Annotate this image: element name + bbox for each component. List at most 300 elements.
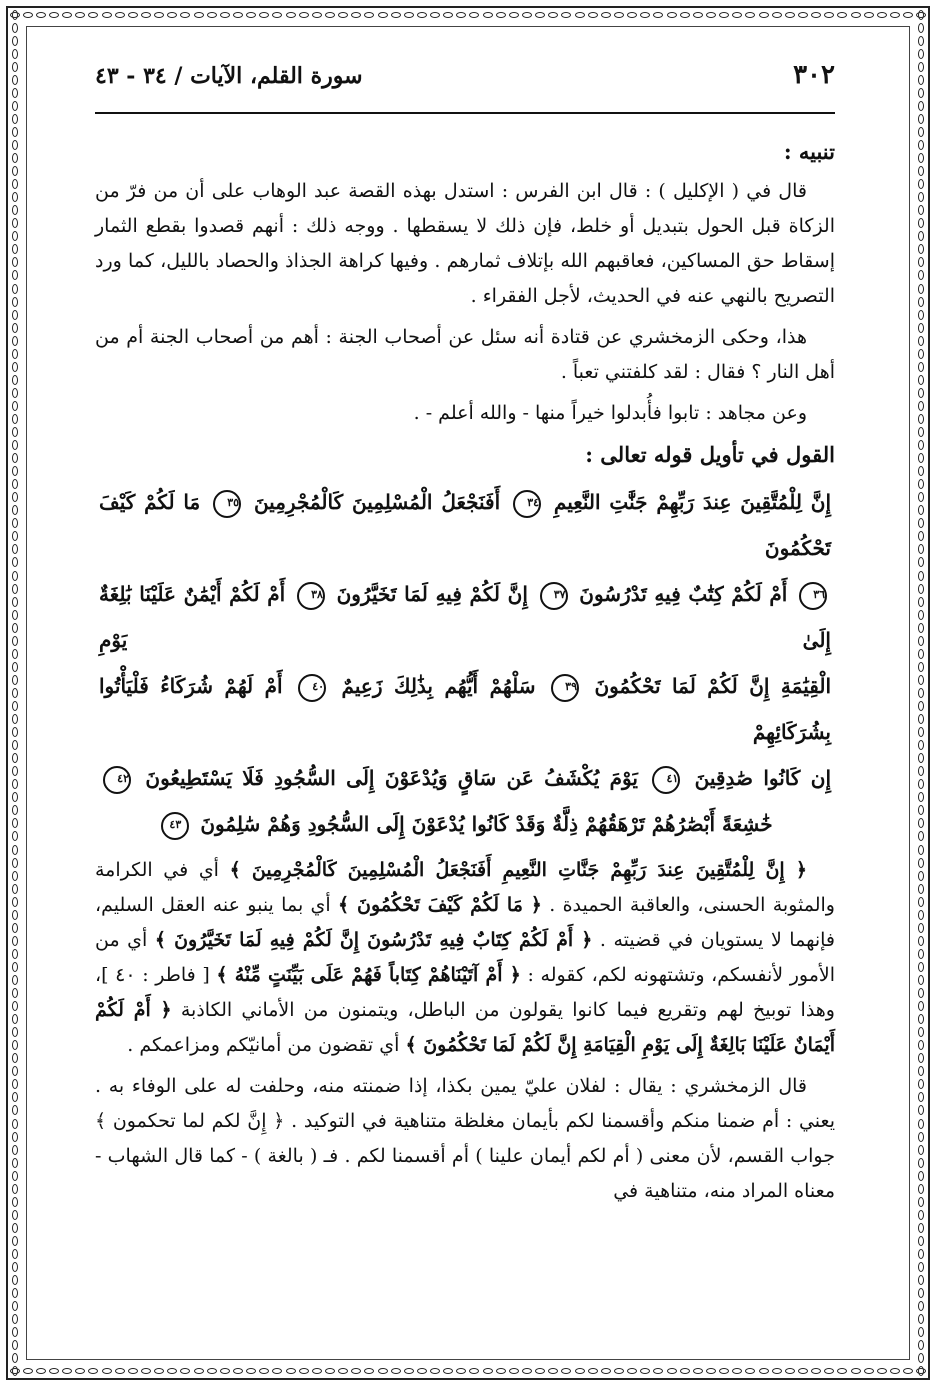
border-chain-link <box>194 12 204 18</box>
border-chain-link <box>918 1132 924 1142</box>
border-chain-link <box>918 310 924 320</box>
border-chain-link <box>918 427 924 437</box>
border-chain-link <box>798 12 808 18</box>
border-chain-link <box>12 649 18 659</box>
border-chain-link <box>918 1027 924 1037</box>
commentary-text: أي من الأمور لأنفسكم، وتشتهونه لكم، كقوله : <box>95 929 835 986</box>
border-chain-link <box>918 610 924 620</box>
border-chain-link <box>918 336 924 346</box>
border-bottom-chain <box>8 1364 928 1378</box>
border-chain-link <box>351 12 361 18</box>
border-chain-link <box>653 12 663 18</box>
border-chain-link <box>918 479 924 489</box>
border-chain-link <box>12 1353 18 1363</box>
border-chain-link <box>12 779 18 789</box>
border-chain-link <box>918 1223 924 1233</box>
border-chain-link <box>614 12 624 18</box>
border-chain-link <box>918 805 924 815</box>
border-chain-link <box>588 12 598 18</box>
border-chain-link <box>548 1368 558 1374</box>
border-chain-link <box>522 1368 532 1374</box>
border-chain-link <box>36 1368 46 1374</box>
border-chain-link <box>12 1223 18 1233</box>
border-chain-link <box>918 140 924 150</box>
border-chain-link <box>918 1327 924 1337</box>
verse-line-4 <box>99 755 831 801</box>
border-chain-link <box>575 1368 585 1374</box>
commentary-text: أي تقضون من أمانيّكم ومزاعمكم . <box>127 1034 406 1056</box>
border-chain-link <box>12 244 18 254</box>
border-chain-link <box>194 1368 204 1374</box>
border-chain-link <box>12 544 18 554</box>
border-chain-link <box>12 140 18 150</box>
book-page <box>95 60 835 1215</box>
verse-number-marker: ٣٥ <box>213 490 241 518</box>
border-chain-link <box>918 1066 924 1076</box>
border-chain-link <box>272 1368 282 1374</box>
border-chain-link <box>49 12 59 18</box>
border-chain-link <box>918 75 924 85</box>
quoted-verse: ﴿ إِنَّ لِلْمُتَّقِينَ عِندَ رَبِّهِمْ جَنَّاتِ النَّعِيمِ أَفَنَجْعَلُ الْمُسْلِمِينَ كَالْمُجْرِمِينَ ﴾ <box>229 859 808 881</box>
border-chain-link <box>12 1197 18 1207</box>
border-chain-link <box>12 1275 18 1285</box>
border-chain-link <box>12 884 18 894</box>
quoted-verse: ﴿ أَمْ لَكُمْ أَيْمَانٌ عَلَيْنَا بَالِغَةٌ إِلَى يَوْمِ الْقِيَامَةِ إِنَّ لَكُمْ لَمَا تَحْكُمُونَ ﴾ <box>95 999 835 1056</box>
border-chain-link <box>456 1368 466 1374</box>
border-chain-link <box>312 1368 322 1374</box>
border-chain-link <box>12 1040 18 1050</box>
border-chain-link <box>918 440 924 450</box>
border-chain-link <box>535 12 545 18</box>
border-chain-link <box>918 284 924 294</box>
border-chain-link <box>154 1368 164 1374</box>
border-chain-link <box>561 12 571 18</box>
border-chain-link <box>12 218 18 228</box>
border-chain-link <box>23 1368 33 1374</box>
border-chain-link <box>12 1327 18 1337</box>
border-chain-link <box>12 584 18 594</box>
border-chain-link <box>12 36 18 46</box>
border-chain-link <box>12 518 18 528</box>
border-chain-link <box>12 505 18 515</box>
border-chain-link <box>12 571 18 581</box>
border-chain-link <box>918 505 924 515</box>
border-chain-link <box>918 1092 924 1102</box>
border-chain-link <box>12 531 18 541</box>
border-chain-link <box>167 12 177 18</box>
border-chain-link <box>12 597 18 607</box>
border-chain-link <box>483 1368 493 1374</box>
quran-verses <box>95 479 835 847</box>
border-chain-link <box>12 62 18 72</box>
border-chain-link <box>918 858 924 868</box>
border-chain-link <box>391 12 401 18</box>
border-chain-link <box>890 12 900 18</box>
border-chain-link <box>246 1368 256 1374</box>
running-head: سورة القلم، الآيات / ٣٤ - ٤٣ <box>95 63 363 89</box>
border-chain-link <box>918 1001 924 1011</box>
border-chain-link <box>918 597 924 607</box>
border-chain-link <box>12 1314 18 1324</box>
border-chain-link <box>496 1368 506 1374</box>
border-chain-link <box>286 12 296 18</box>
border-chain-link <box>12 923 18 933</box>
border-chain-link <box>12 153 18 163</box>
border-chain-link <box>23 12 33 18</box>
border-chain-link <box>364 1368 374 1374</box>
border-chain-link <box>918 910 924 920</box>
border-chain-link <box>12 101 18 111</box>
border-chain-link <box>667 12 677 18</box>
border-chain-link <box>877 12 887 18</box>
border-chain-link <box>918 375 924 385</box>
border-chain-link <box>918 936 924 946</box>
border-chain-link <box>918 557 924 567</box>
border-chain-link <box>430 12 440 18</box>
border-chain-link <box>12 75 18 85</box>
border-chain-link <box>167 1368 177 1374</box>
border-chain-link <box>12 623 18 633</box>
border-chain-link <box>88 1368 98 1374</box>
border-chain-link <box>12 753 18 763</box>
border-chain-link <box>785 12 795 18</box>
border-chain-link <box>640 1368 650 1374</box>
border-chain-link <box>918 231 924 241</box>
border-chain-link <box>12 949 18 959</box>
border-chain-link <box>918 257 924 267</box>
border-chain-link <box>12 1105 18 1115</box>
border-chain-link <box>207 12 217 18</box>
page-number: ٣٠٢ <box>793 60 835 90</box>
border-chain-link <box>918 466 924 476</box>
border-chain-link <box>102 12 112 18</box>
border-chain-link <box>62 12 72 18</box>
border-chain-link <box>469 12 479 18</box>
verse-line-3 <box>99 663 831 755</box>
border-chain-link <box>12 336 18 346</box>
border-chain-link <box>286 1368 296 1374</box>
border-chain-link <box>12 1053 18 1063</box>
border-chain-link <box>918 153 924 163</box>
border-chain-link <box>918 1366 924 1376</box>
border-chain-link <box>918 623 924 633</box>
border-chain-link <box>12 284 18 294</box>
verse-line-5 <box>99 801 831 847</box>
border-chain-link <box>272 12 282 18</box>
border-chain-link <box>548 12 558 18</box>
border-chain-link <box>12 662 18 672</box>
border-chain-link <box>759 12 769 18</box>
border-chain-link <box>918 1171 924 1181</box>
tafsir-paragraph-1 <box>95 853 835 1063</box>
border-chain-link <box>627 12 637 18</box>
border-chain-link <box>12 1145 18 1155</box>
border-chain-link <box>732 12 742 18</box>
border-chain-link <box>811 1368 821 1374</box>
border-chain-link <box>693 12 703 18</box>
border-chain-link <box>918 492 924 502</box>
border-chain-link <box>12 610 18 620</box>
border-chain-link <box>12 414 18 424</box>
border-chain-link <box>12 701 18 711</box>
verse-number-marker: ٣٨ <box>297 582 325 610</box>
border-chain-link <box>918 884 924 894</box>
verse-number-marker: ٤٢ <box>103 766 131 794</box>
border-chain-link <box>299 1368 309 1374</box>
border-left-chain <box>8 8 22 1378</box>
border-chain-link <box>918 1197 924 1207</box>
border-chain-link <box>246 12 256 18</box>
border-chain-link <box>12 1366 18 1376</box>
border-chain-link <box>456 12 466 18</box>
border-chain-link <box>918 114 924 124</box>
border-chain-link <box>719 1368 729 1374</box>
border-chain-link <box>12 1132 18 1142</box>
border-chain-link <box>12 479 18 489</box>
border-chain-link <box>918 349 924 359</box>
border-chain-link <box>918 88 924 98</box>
border-chain-link <box>12 910 18 920</box>
page-header <box>95 60 835 114</box>
border-chain-link <box>338 12 348 18</box>
border-chain-link <box>918 662 924 672</box>
border-chain-link <box>12 257 18 267</box>
verse-text: إِنَّ لَكُمْ فِيهِ لَمَا تَخَيَّرُونَ <box>336 582 528 606</box>
border-chain-link <box>75 12 85 18</box>
border-chain-link <box>918 649 924 659</box>
border-chain-link <box>824 12 834 18</box>
border-chain-link <box>391 1368 401 1374</box>
border-chain-link <box>483 12 493 18</box>
border-chain-link <box>12 1119 18 1129</box>
border-chain-link <box>918 1158 924 1168</box>
border-chain-link <box>325 1368 335 1374</box>
border-chain-link <box>12 453 18 463</box>
border-chain-link <box>918 218 924 228</box>
border-chain-link <box>918 62 924 72</box>
border-chain-link <box>430 1368 440 1374</box>
border-chain-link <box>12 1236 18 1246</box>
border-chain-link <box>12 375 18 385</box>
verse-text: أَمْ لَهُمْ شُرَكَاءُ فَلْيَأْتُوا بِشُرَكَائِهِمْ <box>99 674 831 744</box>
border-chain-link <box>918 1288 924 1298</box>
border-chain-link <box>918 36 924 46</box>
border-chain-link <box>851 12 861 18</box>
border-chain-link <box>918 701 924 711</box>
border-chain-link <box>469 1368 479 1374</box>
border-chain-link <box>837 1368 847 1374</box>
border-chain-link <box>12 205 18 215</box>
border-chain-link <box>102 1368 112 1374</box>
border-chain-link <box>851 1368 861 1374</box>
border-chain-link <box>12 975 18 985</box>
commentary-text: [ فاطر : ٤٠ ]، وهذا توبيخ لهم وتقريع فيما كانوا يقولون من الباطل، ويتمنون من الأماني الكاذبة <box>95 964 835 1021</box>
border-chain-link <box>12 897 18 907</box>
border-chain-link <box>627 1368 637 1374</box>
border-chain-link <box>12 10 18 20</box>
border-chain-link <box>351 1368 361 1374</box>
border-chain-link <box>12 1158 18 1168</box>
border-chain-link <box>890 1368 900 1374</box>
border-chain-link <box>918 923 924 933</box>
border-chain-link <box>378 1368 388 1374</box>
border-chain-link <box>12 323 18 333</box>
border-chain-link <box>12 49 18 59</box>
border-chain-link <box>12 440 18 450</box>
border-chain-link <box>12 871 18 881</box>
border-chain-link <box>417 12 427 18</box>
verse-number-marker: ٤٣ <box>161 812 189 840</box>
verse-number-marker: ٣٤ <box>513 490 541 518</box>
quoted-verse: ﴿ أَمْ لَكُمْ كِتَابٌ فِيهِ تَدْرُسُونَ إِنَّ لَكُمْ فِيهِ لَمَا تَخَيَّرُونَ ﴾ <box>154 929 593 951</box>
border-chain-link <box>918 323 924 333</box>
border-chain-link <box>918 23 924 33</box>
border-chain-link <box>12 962 18 972</box>
border-chain-link <box>12 792 18 802</box>
border-chain-link <box>561 1368 571 1374</box>
border-chain-link <box>62 1368 72 1374</box>
border-chain-link <box>12 714 18 724</box>
quoted-verse: ﴿ مَا لَكُمْ كَيْفَ تَحْكُمُونَ ﴾ <box>338 894 542 916</box>
border-chain-link <box>745 1368 755 1374</box>
border-chain-link <box>877 1368 887 1374</box>
verse-text: سَلْهُمْ أَيُّهُم بِذَٰلِكَ زَعِيمٌ <box>341 674 536 698</box>
verse-text: الْقِيَٰمَةِ إِنَّ لَكُمْ لَمَا تَحْكُمُونَ <box>594 674 832 698</box>
verse-number-marker: ٣٩ <box>551 674 579 702</box>
commentary-text: أي في الكرامة والمثوبة الحسنى، والعاقبة الحميدة . <box>95 859 835 916</box>
border-chain-link <box>12 740 18 750</box>
border-chain-link <box>12 675 18 685</box>
border-chain-link <box>75 1368 85 1374</box>
border-chain-link <box>918 1314 924 1324</box>
border-chain-link <box>601 12 611 18</box>
border-chain-link <box>918 388 924 398</box>
border-chain-link <box>918 1353 924 1363</box>
border-chain-link <box>918 571 924 581</box>
border-chain-link <box>693 1368 703 1374</box>
border-chain-link <box>12 88 18 98</box>
border-chain-link <box>12 636 18 646</box>
border-chain-link <box>12 179 18 189</box>
border-chain-link <box>12 1288 18 1298</box>
border-chain-link <box>918 101 924 111</box>
border-chain-link <box>918 636 924 646</box>
verse-text: إِنَّ لِلْمُتَّقِينَ عِندَ رَبِّهِمْ جَنَّٰتِ النَّعِيمِ <box>553 490 832 514</box>
border-chain-link <box>141 12 151 18</box>
border-chain-link <box>903 1368 913 1374</box>
border-top-chain <box>8 8 928 22</box>
border-chain-link <box>12 936 18 946</box>
border-chain-link <box>918 401 924 411</box>
border-chain-link <box>918 831 924 841</box>
verse-number-marker: ٣٧ <box>540 582 568 610</box>
section-heading: القول في تأويل قوله تعالى : <box>585 442 835 467</box>
border-chain-link <box>36 12 46 18</box>
border-chain-link <box>299 12 309 18</box>
border-chain-link <box>325 12 335 18</box>
border-chain-link <box>12 1066 18 1076</box>
border-chain-link <box>918 753 924 763</box>
border-chain-link <box>680 1368 690 1374</box>
border-chain-link <box>918 779 924 789</box>
border-chain-link <box>588 1368 598 1374</box>
border-chain-link <box>378 12 388 18</box>
border-chain-link <box>259 12 269 18</box>
border-chain-link <box>12 1249 18 1259</box>
border-chain-link <box>12 1079 18 1089</box>
border-chain-link <box>601 1368 611 1374</box>
border-chain-link <box>233 1368 243 1374</box>
border-chain-link <box>12 427 18 437</box>
border-chain-link <box>154 12 164 18</box>
border-chain-link <box>918 714 924 724</box>
border-chain-link <box>12 766 18 776</box>
border-chain-link <box>918 518 924 528</box>
border-chain-link <box>12 1262 18 1272</box>
border-chain-link <box>522 12 532 18</box>
border-chain-link <box>128 1368 138 1374</box>
border-chain-link <box>918 1340 924 1350</box>
border-chain-link <box>918 1053 924 1063</box>
border-chain-link <box>918 192 924 202</box>
border-chain-link <box>364 12 374 18</box>
border-chain-link <box>12 310 18 320</box>
border-chain-link <box>918 1014 924 1024</box>
commentary-text: أي بما ينبو عنه العقل السليم، فإنهما لا يستويان في قضيته . <box>95 894 836 951</box>
border-chain-link <box>918 975 924 985</box>
border-chain-link <box>12 988 18 998</box>
border-chain-link <box>404 12 414 18</box>
border-chain-link <box>680 12 690 18</box>
border-chain-link <box>12 805 18 815</box>
border-chain-link <box>918 205 924 215</box>
border-chain-link <box>12 1340 18 1350</box>
border-chain-link <box>496 12 506 18</box>
notice-paragraph-3: وعن مجاهد : تابوا فأُبدلوا خيراً منها - والله أعلم - . <box>413 402 807 424</box>
border-chain-link <box>417 1368 427 1374</box>
border-chain-link <box>12 466 18 476</box>
border-chain-link <box>903 12 913 18</box>
border-chain-link <box>732 1368 742 1374</box>
border-chain-link <box>918 871 924 881</box>
border-chain-link <box>918 1105 924 1115</box>
border-chain-link <box>918 584 924 594</box>
verse-text: أَفَنَجْعَلُ الْمُسْلِمِينَ كَالْمُجْرِمِينَ <box>253 490 501 514</box>
verse-text: أَمْ لَكُمْ أَيْمَٰنٌ عَلَيْنَا بَٰلِغَةٌ إِلَىٰ يَوْمِ <box>99 582 831 652</box>
border-chain-link <box>12 858 18 868</box>
border-chain-link <box>220 1368 230 1374</box>
border-chain-link <box>312 12 322 18</box>
border-chain-link <box>207 1368 217 1374</box>
border-chain-link <box>653 1368 663 1374</box>
border-chain-link <box>12 1014 18 1024</box>
border-chain-link <box>918 414 924 424</box>
verse-line-1 <box>99 479 831 571</box>
border-chain-link <box>706 12 716 18</box>
border-chain-link <box>12 114 18 124</box>
border-chain-link <box>180 12 190 18</box>
verse-text: مَا لَكُمْ كَيْفَ تَحْكُمُونَ <box>99 490 831 560</box>
border-chain-link <box>115 12 125 18</box>
border-chain-link <box>141 1368 151 1374</box>
border-chain-link <box>759 1368 769 1374</box>
border-chain-link <box>918 792 924 802</box>
border-chain-link <box>918 531 924 541</box>
border-chain-link <box>12 349 18 359</box>
border-chain-link <box>719 12 729 18</box>
border-chain-link <box>824 1368 834 1374</box>
border-chain-link <box>918 962 924 972</box>
